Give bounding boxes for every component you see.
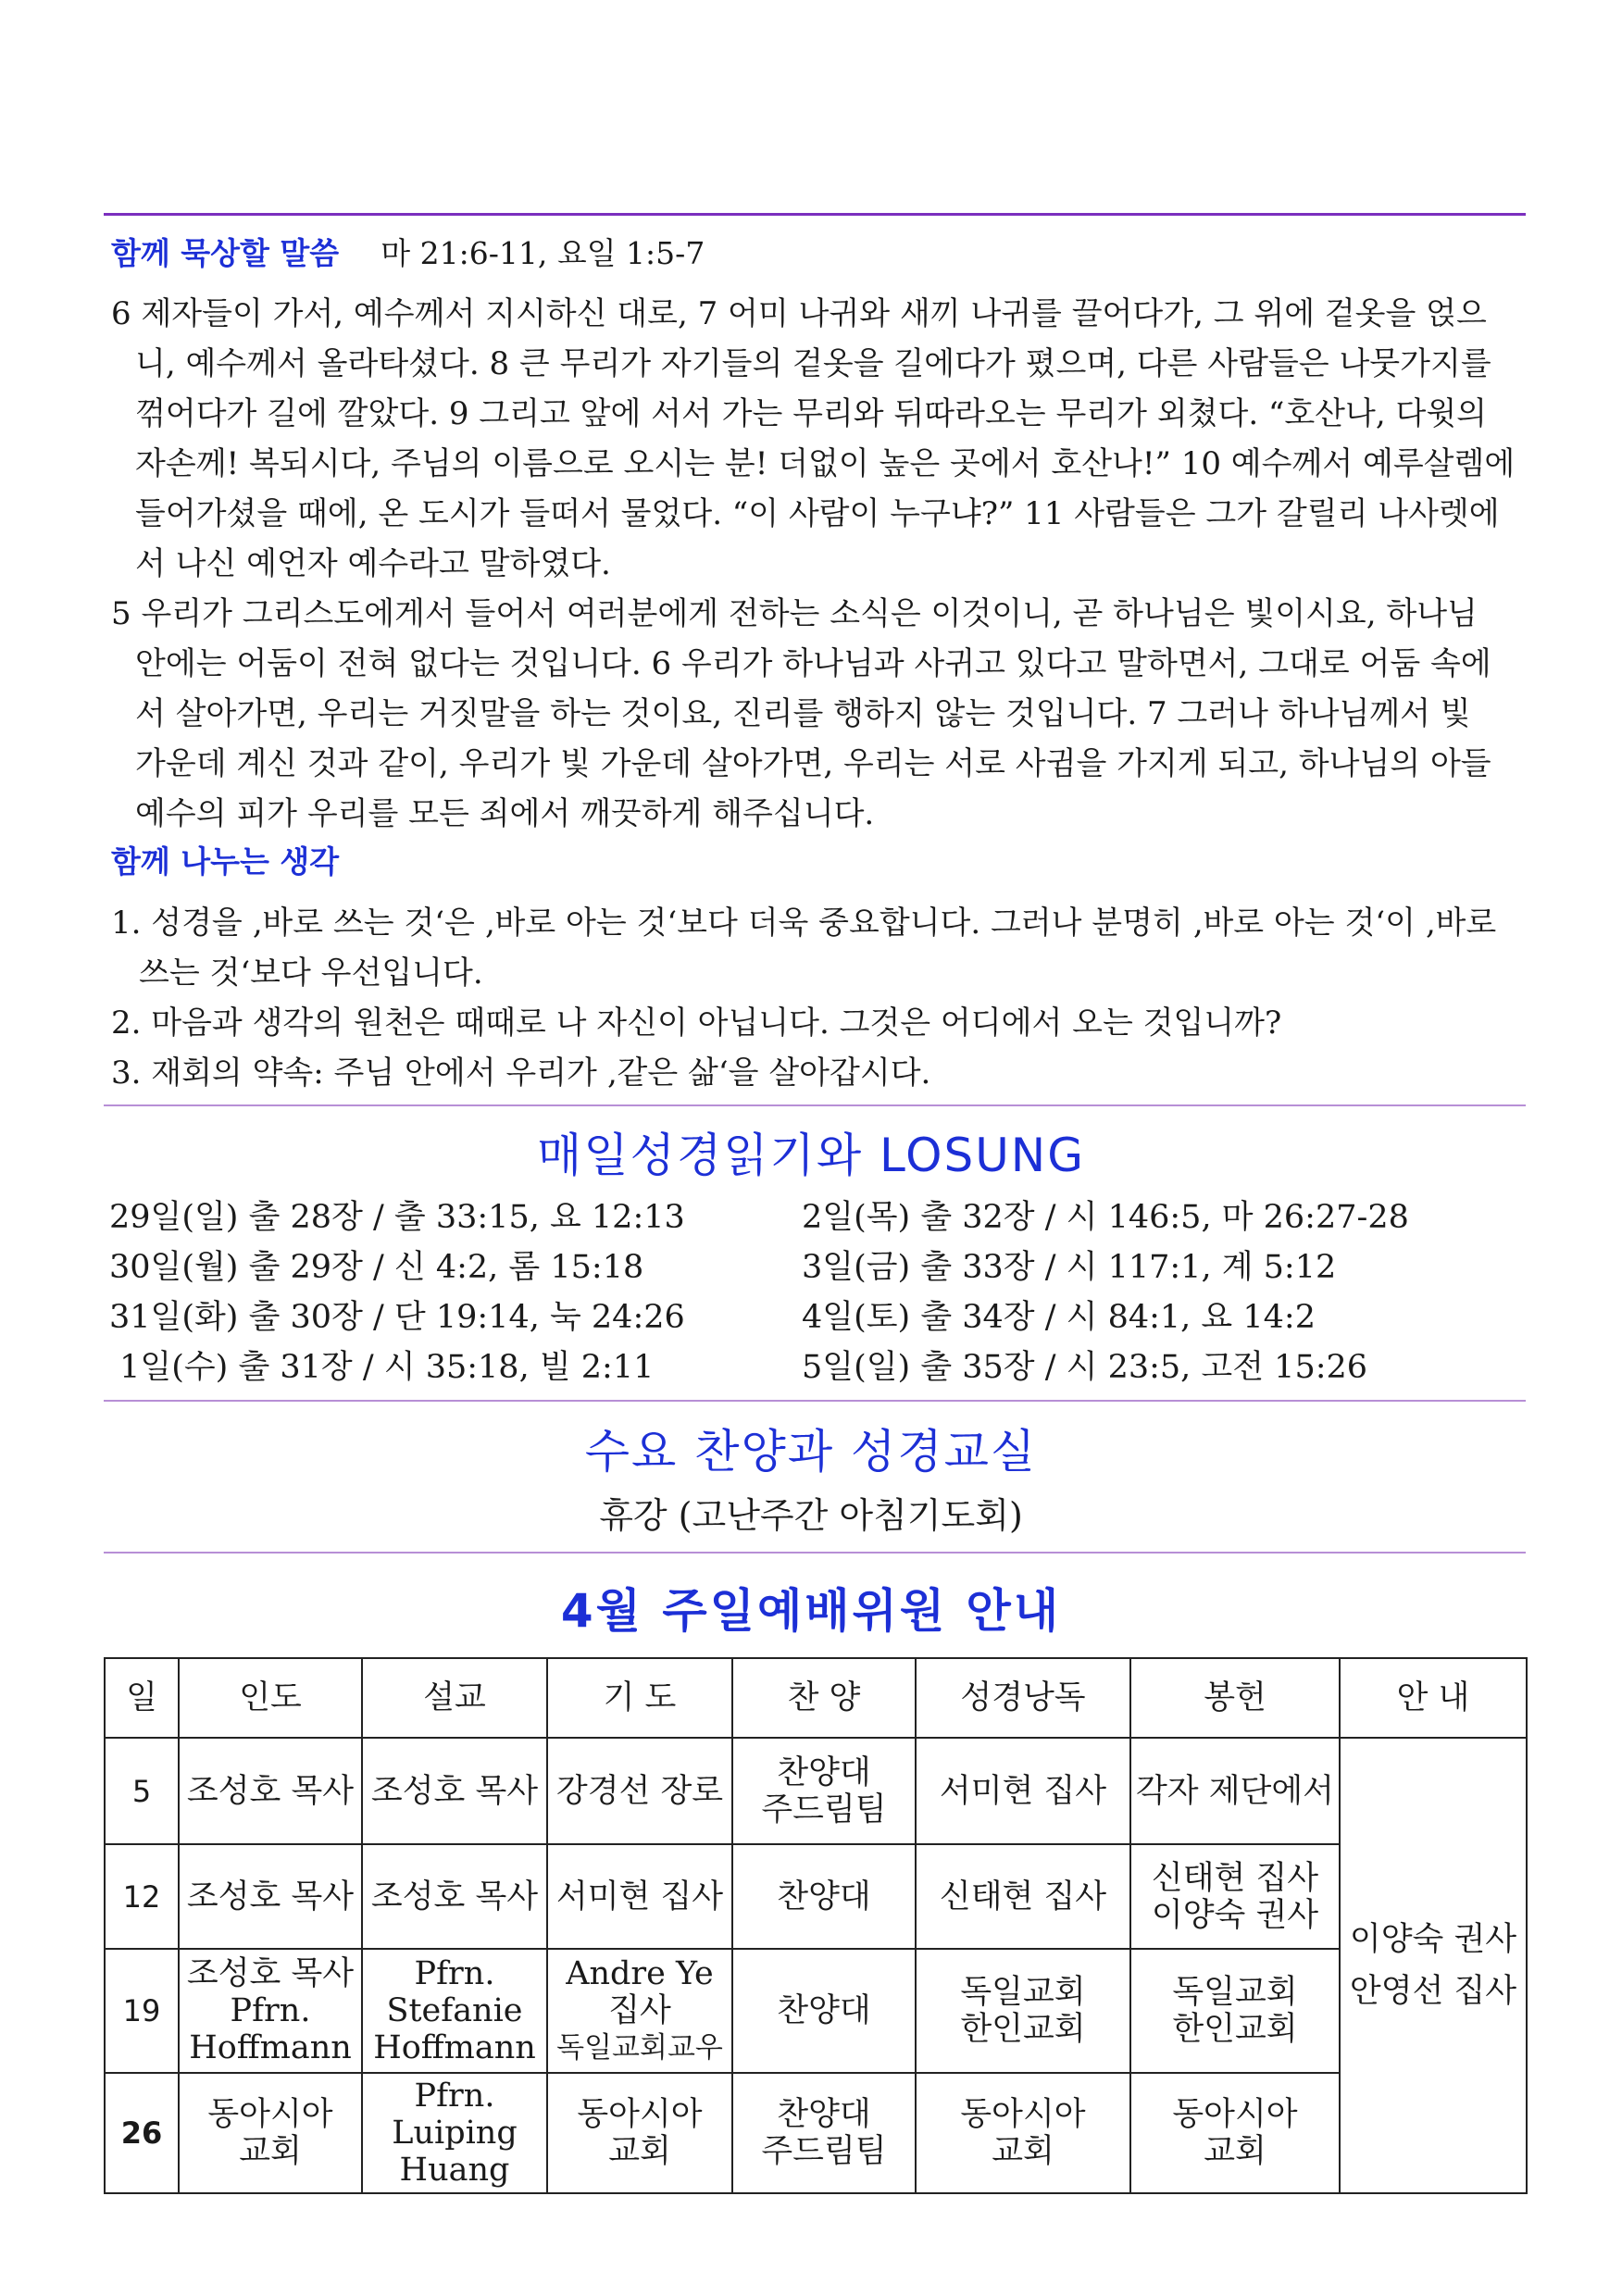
lead-cell: 조성호 목사 xyxy=(179,1738,362,1844)
praise-cell: 찬양대 xyxy=(732,1844,916,1949)
prayer-cell: 서미현 집사 xyxy=(547,1844,732,1949)
duty-title: 4월 주일예배위원 안내 xyxy=(560,1584,1062,1638)
reading-cell: 독일교회 한인교회 xyxy=(916,1949,1130,2073)
reading-entry: 30일(월) 출 29장 / 신 4:2, 롬 15:18 xyxy=(109,1249,644,1286)
prayer-cell: 강경선 장로 xyxy=(547,1738,732,1844)
section-divider xyxy=(104,1400,1526,1402)
praise-cell: 찬양대 주드림팀 xyxy=(732,1738,916,1844)
meditation-heading: 함께 묵상할 말씀 xyxy=(111,235,340,271)
reading-entry: 3일(금) 출 33장 / 시 117:1, 계 5:12 xyxy=(802,1249,1337,1286)
passage-line: 니, 예수께서 올라타셨다. 8 큰 무리가 자기들의 겉옷을 길에다가 폈으며, 다른 사람들은 나뭇가지를 xyxy=(135,345,1491,382)
passage-line: 서 나신 예언자 예수라고 말하였다. xyxy=(135,545,611,582)
day-cell: 12 xyxy=(105,1844,179,1949)
prayer-cell: 동아시아 교회 xyxy=(547,2073,732,2193)
top-divider xyxy=(104,213,1526,216)
header-sermon: 설교 xyxy=(362,1658,547,1738)
lead-cell: 동아시아 교회 xyxy=(179,2073,362,2193)
passage-line: 가운데 계신 것과 같이, 우리가 빛 가운데 살아가면, 우리는 서로 사귐을 가지게 되고, 하나님의 아들 xyxy=(135,745,1491,782)
reading-entry: 2일(목) 출 32장 / 시 146:5, 마 26:27-28 xyxy=(802,1199,1409,1236)
praise-cell: 찬양대 주드림팀 xyxy=(732,2073,916,2193)
sharing-item: 3. 재회의 약속: 주님 안에서 우리가 ‚같은 삶‘을 살아갑시다. xyxy=(111,1054,931,1092)
offering-cell: 독일교회 한인교회 xyxy=(1130,1949,1340,2073)
sermon-cell: 조성호 목사 xyxy=(362,1738,547,1844)
sharing-item: 1. 성경을 ‚바로 쓰는 것‘은 ‚바로 아는 것‘보다 더욱 중요합니다. 그러나 분명히 ‚바로 아는 것‘이 ‚바로 xyxy=(111,905,1497,942)
reading-entry: 4일(토) 출 34장 / 시 84:1, 요 14:2 xyxy=(802,1299,1316,1336)
passage-line: 예수의 피가 우리를 모든 죄에서 깨끗하게 해주십니다. xyxy=(135,795,875,832)
sermon-cell: 조성호 목사 xyxy=(362,1844,547,1949)
meditation-header xyxy=(111,230,705,273)
wednesday-title: 수요 찬양과 성경교실 xyxy=(584,1425,1038,1479)
reading-cell: 서미현 집사 xyxy=(916,1738,1130,1844)
passage-line: 자손께! 복되시다, 주님의 이름으로 오시는 분! 더없이 높은 곳에서 호산나!” 10 예수께서 예루살렘에 xyxy=(135,445,1516,482)
header-reading: 성경낭독 xyxy=(916,1658,1130,1738)
header-guide: 안 내 xyxy=(1340,1658,1527,1738)
passage-line: 6 제자들이 가서, 예수께서 지시하신 대로, 7 어미 나귀와 새끼 나귀를 끌어다가, 그 위에 겉옷을 얹으 xyxy=(111,295,1487,332)
table-row xyxy=(105,1844,1527,1949)
guide-cell: 이양숙 권사 안영선 집사 xyxy=(1340,1738,1527,2193)
passage-line: 꺾어다가 길에 깔았다. 9 그리고 앞에 서서 가는 무리와 뒤따라오는 무리가 외쳤다. “호산나, 다윗의 xyxy=(135,395,1488,432)
reading-cell: 신태현 집사 xyxy=(916,1844,1130,1949)
sermon-cell: Pfrn. Luiping Huang xyxy=(362,2073,547,2193)
losung-right-column xyxy=(802,1192,1409,1392)
passage-1john xyxy=(111,589,1491,839)
sharing-item: 2. 마음과 생각의 원천은 때때로 나 자신이 아닙니다. 그것은 어디에서 오는 것입니까? xyxy=(111,1004,1282,1042)
reading-entry: 5일(일) 출 35장 / 시 23:5, 고전 15:26 xyxy=(802,1349,1368,1386)
table-row xyxy=(105,1738,1527,1844)
passage-line: 안에는 어둠이 전혀 없다는 것입니다. 6 우리가 하나님과 사귀고 있다고 말하면서, 그대로 어둠 속에 xyxy=(135,645,1491,682)
meditation-reference: 마 21:6-11, 요일 1:5-7 xyxy=(381,235,705,271)
day-cell: 19 xyxy=(105,1949,179,2073)
sharing-heading: 함께 나누는 생각 xyxy=(111,843,340,880)
reading-entry: 31일(화) 출 30장 / 단 19:14, 눅 24:26 xyxy=(109,1299,685,1336)
sermon-cell: Pfrn. Stefanie Hoffmann xyxy=(362,1949,547,2073)
day-cell: 5 xyxy=(105,1738,179,1844)
wednesday-note: 휴강 (고난주간 아침기도회) xyxy=(599,1495,1023,1536)
prayer-cell: Andre Ye 집사 독일교회교우 xyxy=(547,1949,732,2073)
header-prayer: 기 도 xyxy=(547,1658,732,1738)
lead-cell: 조성호 목사 Pfrn. Hoffmann xyxy=(179,1949,362,2073)
header-day: 일 xyxy=(105,1658,179,1738)
reading-entry: 29일(일) 출 28장 / 출 33:15, 요 12:13 xyxy=(109,1199,685,1236)
sharing-item: 쓰는 것‘보다 우선입니다. xyxy=(139,955,483,992)
losung-left-column xyxy=(109,1192,685,1392)
lead-cell: 조성호 목사 xyxy=(179,1844,362,1949)
section-divider xyxy=(104,1552,1526,1554)
table-row xyxy=(105,2073,1527,2193)
losung-title: 매일성경읽기와 LOSUNG xyxy=(537,1129,1085,1182)
offering-cell: 신태현 집사 이양숙 권사 xyxy=(1130,1844,1340,1949)
header-offering: 봉헌 xyxy=(1130,1658,1340,1738)
offering-cell: 각자 제단에서 xyxy=(1130,1738,1340,1844)
offering-cell: 동아시아 교회 xyxy=(1130,2073,1340,2193)
day-cell: 26 xyxy=(105,2073,179,2193)
header-lead: 인도 xyxy=(179,1658,362,1738)
table-header-row xyxy=(105,1658,1527,1738)
table-row xyxy=(105,1949,1527,2073)
passage-line: 서 살아가면, 우리는 거짓말을 하는 것이요, 진리를 행하지 않는 것입니다. 7 그러나 하나님께서 빛 xyxy=(135,695,1471,732)
section-divider xyxy=(104,1104,1526,1106)
header-praise: 찬 양 xyxy=(732,1658,916,1738)
duty-roster-table xyxy=(104,1657,1528,2194)
sharing-list xyxy=(111,898,1496,1098)
passage-line: 5 우리가 그리스도에게서 들어서 여러분에게 전하는 소식은 이것이니, 곧 하나님은 빛이시요, 하나님 xyxy=(111,595,1478,632)
passage-matthew xyxy=(111,289,1515,589)
praise-cell: 찬양대 xyxy=(732,1949,916,2073)
reading-cell: 동아시아 교회 xyxy=(916,2073,1130,2193)
reading-entry: 1일(수) 출 31장 / 시 35:18, 빌 2:11 xyxy=(109,1349,655,1386)
passage-line: 들어가셨을 때에, 온 도시가 들떠서 물었다. “이 사람이 누구냐?” 11 사람들은 그가 갈릴리 나사렛에 xyxy=(135,495,1500,532)
